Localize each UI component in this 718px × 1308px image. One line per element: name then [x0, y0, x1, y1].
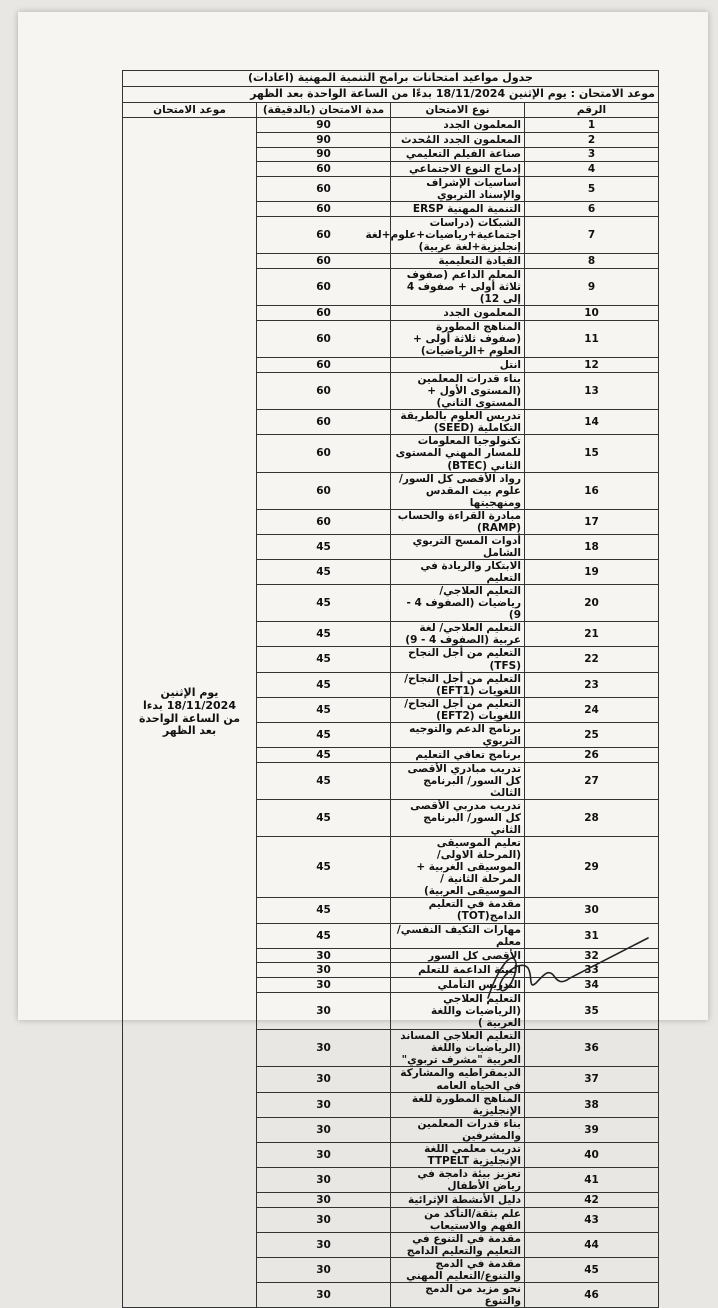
duration-minutes: 60 — [257, 472, 391, 509]
exam-date-line: موعد الامتحان : يوم الإثنين 18/11/2024 بدءًا من الساعة الواحدة بعد الظهر — [123, 87, 659, 103]
duration-minutes: 30 — [257, 978, 391, 993]
course-name: تدريس العلوم بالطريقة التكاملية (SEED) — [391, 410, 525, 435]
row-number: 8 — [525, 254, 659, 269]
duration-minutes: 60 — [257, 435, 391, 472]
header-exam-time: موعد الامتحان — [123, 103, 257, 118]
course-name: بناء قدرات المعلمين والمشرفين — [391, 1117, 525, 1142]
duration-minutes: 60 — [257, 373, 391, 410]
duration-minutes: 60 — [257, 410, 391, 435]
course-name: انتل — [391, 358, 525, 373]
row-number: 7 — [525, 217, 659, 254]
duration-minutes: 45 — [257, 799, 391, 836]
course-name: مقدمة في التعليم الدامج(TOT) — [391, 898, 525, 923]
course-name: تدريب مبادري الأقصى كل السور/ البرنامج الثالث — [391, 762, 525, 799]
course-name: المعلم الداعم (صفوف ثلاثة أولى + صفوف 4 إلى 12) — [391, 269, 525, 306]
course-name: أدوات المسح التربوي الشامل — [391, 534, 525, 559]
course-name: بناء قدرات المعلمين (المستوى الأول + المستوى الثاني) — [391, 373, 525, 410]
duration-minutes: 60 — [257, 269, 391, 306]
duration-minutes: 60 — [257, 177, 391, 202]
course-name: تعزيز بيئة دامجة في رياض الأطفال — [391, 1167, 525, 1192]
duration-minutes: 45 — [257, 837, 391, 898]
duration-minutes: 90 — [257, 147, 391, 162]
course-name: التعليم من أجل النجاح/ اللغويات (EFT1) — [391, 672, 525, 697]
duration-minutes: 45 — [257, 722, 391, 747]
row-number: 39 — [525, 1117, 659, 1142]
row-number: 29 — [525, 837, 659, 898]
row-number: 24 — [525, 697, 659, 722]
course-name: الديمقراطيه والمشاركة في الحياه العامه — [391, 1067, 525, 1092]
duration-minutes: 60 — [257, 509, 391, 534]
row-number: 4 — [525, 162, 659, 177]
course-name: المناهج المطورة للغة الإنجليزية — [391, 1092, 525, 1117]
row-number: 12 — [525, 358, 659, 373]
row-number: 37 — [525, 1067, 659, 1092]
row-number: 13 — [525, 373, 659, 410]
row-number: 5 — [525, 177, 659, 202]
duration-minutes: 60 — [257, 254, 391, 269]
duration-minutes: 30 — [257, 1117, 391, 1142]
duration-minutes: 90 — [257, 118, 391, 133]
row-number: 14 — [525, 410, 659, 435]
course-name: برنامج تعافي التعليم — [391, 747, 525, 762]
row-number: 1 — [525, 118, 659, 133]
row-number: 9 — [525, 269, 659, 306]
exam-time-cell: يوم الإثنين 18/11/2024 بدءا من الساعة الواحدة بعد الظهر — [123, 118, 257, 1308]
duration-minutes: 45 — [257, 672, 391, 697]
duration-minutes: 30 — [257, 1232, 391, 1257]
row-number: 10 — [525, 306, 659, 321]
duration-minutes: 30 — [257, 1142, 391, 1167]
duration-minutes: 30 — [257, 1030, 391, 1067]
exam-schedule-table — [122, 70, 659, 1308]
course-name: المعلمون الجدد — [391, 306, 525, 321]
course-name: دليل الأنشطة الإثرائية — [391, 1193, 525, 1208]
header-duration: مدة الامتحان (بالدقيقة) — [257, 103, 391, 118]
course-name: علم بثقة/التأكد من الفهم والاستيعاب — [391, 1207, 525, 1232]
row-number: 44 — [525, 1232, 659, 1257]
course-name: صناعة الفيلم التعليمي — [391, 147, 525, 162]
course-name: برنامج الدعم والتوجيه التربوي — [391, 722, 525, 747]
course-name: التنمية المهنية ERSP — [391, 202, 525, 217]
course-name: الابتكار والريادة في التعليم — [391, 560, 525, 585]
duration-minutes: 60 — [257, 217, 391, 254]
row-number: 35 — [525, 993, 659, 1030]
row-number: 42 — [525, 1193, 659, 1208]
row-number: 30 — [525, 898, 659, 923]
row-number: 28 — [525, 799, 659, 836]
course-name: المناهج المطورة (صفوف ثلاثة أولى + العلوم +الرياضيات) — [391, 321, 525, 358]
duration-minutes: 30 — [257, 1067, 391, 1092]
row-number: 21 — [525, 622, 659, 647]
row-number: 23 — [525, 672, 659, 697]
row-number: 17 — [525, 509, 659, 534]
row-number: 3 — [525, 147, 659, 162]
document-title: جدول مواعيد امتحانات برامج التنمية المهنية (اعادات) — [123, 71, 659, 87]
header-course: نوع الامتحان — [391, 103, 525, 118]
duration-minutes: 60 — [257, 306, 391, 321]
duration-minutes: 45 — [257, 898, 391, 923]
row-number: 31 — [525, 923, 659, 948]
duration-minutes: 45 — [257, 647, 391, 672]
duration-minutes: 45 — [257, 697, 391, 722]
course-name: إدماج النوع الاجتماعي — [391, 162, 525, 177]
row-number: 38 — [525, 1092, 659, 1117]
document-sheet — [18, 12, 708, 1308]
duration-minutes: 60 — [257, 358, 391, 373]
course-name: التدريس التأملي — [391, 978, 525, 993]
row-number: 25 — [525, 722, 659, 747]
row-number: 36 — [525, 1030, 659, 1067]
duration-minutes: 45 — [257, 622, 391, 647]
row-number: 19 — [525, 560, 659, 585]
duration-minutes: 30 — [257, 993, 391, 1030]
course-name: المعلمون الجدد المُحدث — [391, 132, 525, 147]
row-number: 6 — [525, 202, 659, 217]
table-row — [123, 118, 659, 133]
course-name: المعلمون الجدد — [391, 118, 525, 133]
course-name: التعليم العلاجي/ لغة عربية (الصفوف 4 - 9) — [391, 622, 525, 647]
course-name: التعليم من أجل النجاح/ اللغويات (EFT2) — [391, 697, 525, 722]
row-number: 40 — [525, 1142, 659, 1167]
duration-minutes: 45 — [257, 762, 391, 799]
row-number: 22 — [525, 647, 659, 672]
course-name: تدريب معلمي اللغة الإنجليزية TTPELT — [391, 1142, 525, 1167]
course-name: البيئة الداعمة للتعلم — [391, 963, 525, 978]
duration-minutes: 45 — [257, 923, 391, 948]
course-name: التعليم العلاجي (الرياضيات واللغة العربية ) — [391, 993, 525, 1030]
course-name: مهارات التكيف النفسي/ معلم — [391, 923, 525, 948]
row-number: 27 — [525, 762, 659, 799]
row-number: 18 — [525, 534, 659, 559]
duration-minutes: 60 — [257, 162, 391, 177]
row-number: 43 — [525, 1207, 659, 1232]
row-number: 46 — [525, 1283, 659, 1308]
row-number: 16 — [525, 472, 659, 509]
row-number: 41 — [525, 1167, 659, 1192]
duration-minutes: 45 — [257, 534, 391, 559]
row-number: 11 — [525, 321, 659, 358]
duration-minutes: 30 — [257, 1193, 391, 1208]
course-name: مقدمة في التنوع في التعليم والتعليم الدامج — [391, 1232, 525, 1257]
duration-minutes: 30 — [257, 948, 391, 963]
duration-minutes: 30 — [257, 1283, 391, 1308]
course-name: تدريب مدربي الأقصى كل السور/ البرنامج الثاني — [391, 799, 525, 836]
duration-minutes: 60 — [257, 202, 391, 217]
course-name: القيادة التعليمية — [391, 254, 525, 269]
duration-minutes: 60 — [257, 321, 391, 358]
course-name: أساسيات الإشراف والإسناد التربوي — [391, 177, 525, 202]
course-name: التعليم العلاجي/ رياضيات (الصفوف 4 - 9) — [391, 585, 525, 622]
row-number: 45 — [525, 1258, 659, 1283]
row-number: 33 — [525, 963, 659, 978]
course-name: مقدمة في الدمج والتنوع/التعليم المهني — [391, 1258, 525, 1283]
row-number: 32 — [525, 948, 659, 963]
duration-minutes: 30 — [257, 1092, 391, 1117]
signature-image — [458, 928, 658, 1008]
course-name: رواد الأقصى كل السور/ علوم بيت المقدس ومنهجيتها — [391, 472, 525, 509]
course-name: تكنولوجيا المعلومات للمسار المهني المستوى الثاني (BTEC) — [391, 435, 525, 472]
duration-minutes: 90 — [257, 132, 391, 147]
duration-minutes: 30 — [257, 963, 391, 978]
duration-minutes: 30 — [257, 1167, 391, 1192]
row-number: 34 — [525, 978, 659, 993]
course-name: الأقصى كل السور — [391, 948, 525, 963]
header-number: الرقم — [525, 103, 659, 118]
course-name: التعليم من أجل النجاح (TFS) — [391, 647, 525, 672]
row-number: 26 — [525, 747, 659, 762]
row-number: 15 — [525, 435, 659, 472]
course-name: الشبكات (دراسات اجتماعية+رياضيات+علوم+لغة إنجليزية+لغة عربية) — [391, 217, 525, 254]
row-number: 20 — [525, 585, 659, 622]
duration-minutes: 45 — [257, 585, 391, 622]
course-name: التعليم العلاجي المساند (الرياضيات واللغة العربية "مشرف تربوي" — [391, 1030, 525, 1067]
duration-minutes: 45 — [257, 560, 391, 585]
duration-minutes: 30 — [257, 1258, 391, 1283]
duration-minutes: 45 — [257, 747, 391, 762]
duration-minutes: 30 — [257, 1207, 391, 1232]
course-name: مبادرة القراءة والحساب (RAMP) — [391, 509, 525, 534]
course-name: نحو مزيد من الدمج والتنوع — [391, 1283, 525, 1308]
row-number: 2 — [525, 132, 659, 147]
course-name: تعليم الموسيقى (المرحلة الاولى/الموسيقى الغربية + المرحلة الثانية /الموسيقى العربية) — [391, 837, 525, 898]
